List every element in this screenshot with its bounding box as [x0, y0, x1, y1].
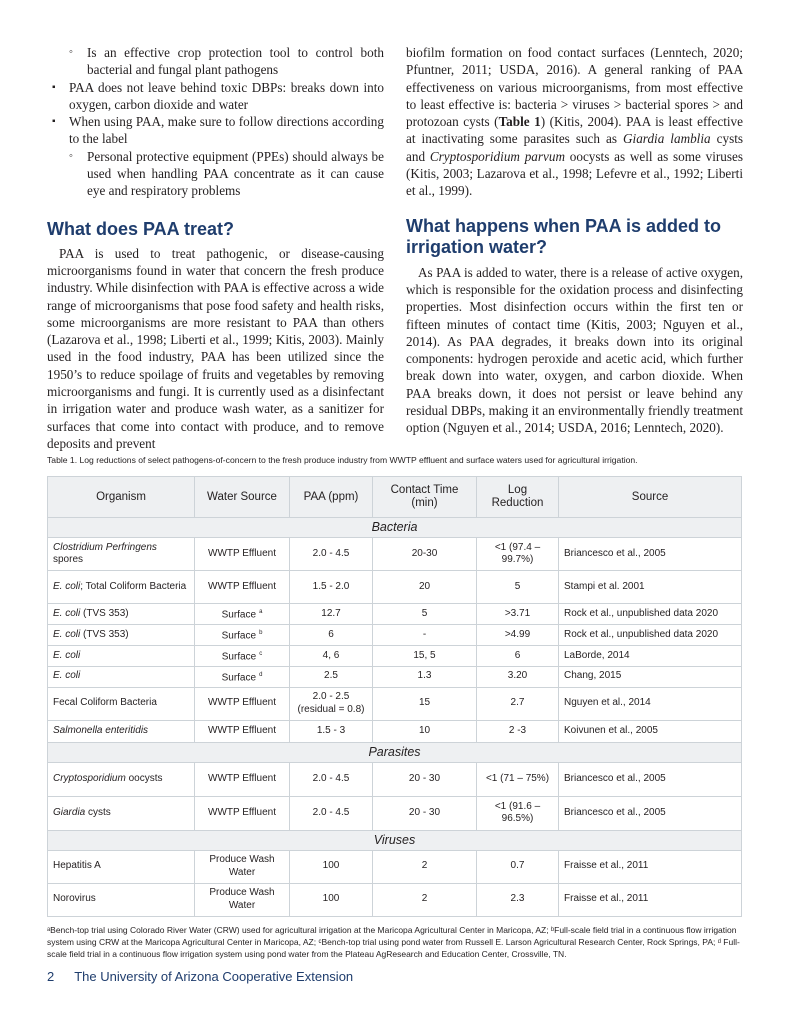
cell-log-reduction: 0.7: [477, 850, 559, 883]
table-body: [48, 518, 742, 917]
table-row: [48, 796, 742, 830]
section-title: Bacteria: [48, 518, 742, 538]
text-run: ) (Kitis, 2004). PAA is least effective at inactivating some parasites such as: [406, 114, 744, 147]
cell-paa: 12.7: [290, 604, 373, 625]
water-source-text: Produce Wash Water: [209, 854, 275, 878]
text-run: oocysts as well as some viruses (Kitis, 2003; Lazarova et al., 1998; Lefevre et al., 1992; Liberti et al., 1999).: [406, 148, 744, 199]
cell-water-source: [195, 666, 290, 687]
organism-italic: E. coli: [53, 649, 81, 661]
table-section-row: [48, 742, 742, 762]
table-reference: Table 1: [498, 114, 541, 130]
cell-log-reduction: 2.7: [477, 687, 559, 720]
cell-water-source: [195, 720, 290, 742]
water-source-text: WWTP Effluent: [208, 580, 276, 592]
cell-contact-time: 2: [373, 883, 477, 916]
cell-organism: [48, 571, 195, 604]
water-source-text: WWTP Effluent: [208, 724, 276, 736]
table-row: [48, 687, 742, 720]
cell-paa: 2.5: [290, 666, 373, 687]
cell-log-reduction: <1 (91.6 – 96.5%): [477, 796, 559, 830]
cell-paa: 2.0 - 4.5: [290, 796, 373, 830]
cell-contact-time: 5: [373, 604, 477, 625]
cell-water-source: [195, 604, 290, 625]
paragraph-biofilm: [406, 44, 743, 200]
cell-paa: 2.0 - 2.5 (residual = 0.8): [290, 687, 373, 720]
cell-source: Koivunen et al., 2005: [559, 720, 742, 742]
water-source-text: Surface: [221, 672, 257, 684]
cell-water-source: [195, 538, 290, 571]
organism-italic: Cryptosporidium: [53, 772, 126, 784]
water-source-text: Surface: [221, 630, 257, 642]
cell-contact-time: 20: [373, 571, 477, 604]
organism-italic: E. coli: [53, 607, 81, 619]
cell-source: Chang, 2015: [559, 666, 742, 687]
organism-text: (TVS 353): [80, 607, 129, 619]
bullet-follow-label-text: When using PAA, make sure to follow directions according to the label: [69, 114, 384, 147]
cell-water-source: [195, 687, 290, 720]
organism-text: Fecal Coliform Bacteria: [53, 697, 157, 709]
cell-contact-time: 20-30: [373, 538, 477, 571]
cell-organism: [48, 538, 195, 571]
cell-organism: [48, 666, 195, 687]
footnote-marker: a: [259, 609, 263, 616]
paragraph-paa-added: As PAA is added to water, there is a release of active oxygen, which is responsible for the oxidation process and disinfecting properties. Most disinfection occurs within the first ten or fifteen minutes of contact time (Kitis, 2003; Nguyen et al., 2014). As PAA degrades, it breaks down into its original components: hydrogen peroxide and acetic acid, which further break down into water, oxygen, and carbon dioxide. When PAA breaks down, it does not persist or leave behind any residual DBPs, making it an environmentally friendly treatment option (Nguyen et al., 2014; USDA, 2016; Lenntech, 2020).: [406, 264, 743, 436]
cell-log-reduction: 5: [477, 571, 559, 604]
sub-bullet-crop-protection: ◦ Is an effective crop protection tool to control both bacterial and fungal plant pathogens: [47, 44, 384, 79]
table-row: [48, 720, 742, 742]
cell-paa: 2.0 - 4.5: [290, 762, 373, 796]
organism-italic: E. coli: [53, 670, 81, 682]
cell-organism: [48, 646, 195, 667]
cell-contact-time: 20 - 30: [373, 762, 477, 796]
cell-organism: [48, 796, 195, 830]
table-row: [48, 883, 742, 916]
footnote-marker: d: [259, 671, 263, 678]
cell-contact-time: 15: [373, 687, 477, 720]
water-source-text: WWTP Effluent: [208, 697, 276, 709]
table-row: [48, 762, 742, 796]
organism-text: cysts: [85, 806, 111, 818]
bullet-list: [47, 79, 384, 200]
cell-source: Briancesco et al., 2005: [559, 796, 742, 830]
cell-log-reduction: 6: [477, 646, 559, 667]
right-column: [406, 44, 743, 437]
cell-contact-time: 20 - 30: [373, 796, 477, 830]
species-name: Giardia lamblia: [623, 131, 711, 147]
table-section-row: [48, 518, 742, 538]
water-source-text: Surface: [221, 609, 257, 621]
cell-source: Fraisse et al., 2011: [559, 883, 742, 916]
cell-log-reduction: >3.71: [477, 604, 559, 625]
organism-italic: E. coli: [53, 628, 81, 640]
cell-water-source: [195, 625, 290, 646]
cell-water-source: [195, 796, 290, 830]
table-row: [48, 850, 742, 883]
cell-organism: [48, 850, 195, 883]
cell-source: Briancesco et al., 2005: [559, 762, 742, 796]
cell-paa: 6: [290, 625, 373, 646]
table-section-row: [48, 830, 742, 850]
cell-paa: 1.5 - 2.0: [290, 571, 373, 604]
header-paa: PAA (ppm): [290, 477, 373, 518]
header-source: Source: [559, 477, 742, 518]
cell-contact-time: 1.3: [373, 666, 477, 687]
organism-italic: Salmonella enteritidis: [53, 724, 149, 736]
cell-paa: 100: [290, 883, 373, 916]
cell-log-reduction: <1 (97.4 – 99.7%): [477, 538, 559, 571]
organism-text: Hepatitis A: [53, 860, 101, 872]
table-header-row: [48, 477, 742, 518]
water-source-text: WWTP Effluent: [208, 547, 276, 559]
heading-what-happens: What happens when PAA is added to irrigation water?: [406, 215, 722, 257]
species-name: Cryptosporidium parvum: [429, 148, 565, 164]
sub-bullet-ppe: ◦ Personal protective equipment (PPEs) should always be used when handling PAA concentrate as it can cause eye and respiratory problems: [69, 148, 384, 200]
bullet-no-toxic-dbps: ▪ PAA does not leave behind toxic DBPs: breaks down into oxygen, carbon dioxide and water: [47, 79, 384, 114]
cell-organism: [48, 604, 195, 625]
cell-source: Briancesco et al., 2005: [559, 538, 742, 571]
cell-paa: 1.5 - 3: [290, 720, 373, 742]
table-row: [48, 646, 742, 667]
cell-log-reduction: 2 -3: [477, 720, 559, 742]
cell-source: Fraisse et al., 2011: [559, 850, 742, 883]
water-source-text: Surface: [221, 651, 257, 663]
table-row: [48, 666, 742, 687]
cell-water-source: [195, 571, 290, 604]
cell-water-source: [195, 762, 290, 796]
cell-organism: [48, 687, 195, 720]
footer-title: The University of Arizona Cooperative Extension: [74, 969, 354, 984]
cell-contact-time: 15, 5: [373, 646, 477, 667]
cell-source: LaBorde, 2014: [559, 646, 742, 667]
organism-italic: Giardia: [53, 806, 86, 818]
table-row: [48, 538, 742, 571]
page-footer: [47, 969, 353, 984]
table-row: [48, 604, 742, 625]
cell-contact-time: 2: [373, 850, 477, 883]
footnote-marker: c: [259, 651, 263, 657]
organism-text: spores: [53, 554, 84, 565]
organism-text: (TVS 353): [80, 628, 129, 640]
water-source-text: Produce Wash Water: [209, 887, 275, 911]
heading-what-does-paa-treat: What does PAA treat?: [47, 218, 235, 239]
header-organism: Organism: [48, 477, 195, 518]
cell-paa: 2.0 - 4.5: [290, 538, 373, 571]
cell-paa: 4, 6: [290, 646, 373, 667]
log-reduction-table: [47, 476, 742, 917]
cell-source: Stampi et al. 2001: [559, 571, 742, 604]
paragraph-paa-treat: PAA is used to treat pathogenic, or disease-causing microorganisms found in water that concern the fresh produce industry. While disinfection with PAA is effective across a wide range of microorganisms that pose food safety and health risks, some microorganisms are more resistant to PAA than others (Lazarova et al., 1998; Liberti et al., 1999; Kitis, 2003). Mainly used in the food industry, PAA has been utilized since the 1950’s to reduce spoilage of fruits and vegetables by removing microorganisms and fungi. It is currently used as a disinfectant in irrigation water and produce wash water, as a sanitizer for surfaces that come into contact with produce, and to remove deposits and prevent: [47, 245, 384, 451]
water-source-text: WWTP Effluent: [208, 806, 276, 818]
cell-log-reduction: 3.20: [477, 666, 559, 687]
cell-paa: 100: [290, 850, 373, 883]
cell-organism: [48, 883, 195, 916]
cell-log-reduction: <1 (71 – 75%): [477, 762, 559, 796]
cell-contact-time: 10: [373, 720, 477, 742]
table-row: [48, 571, 742, 604]
header-contact-time: Contact Time (min): [373, 477, 477, 518]
cell-source: Rock et al., unpublished data 2020: [559, 625, 742, 646]
section-title: Viruses: [48, 830, 742, 850]
organism-italic: E. coli: [53, 580, 81, 592]
organism-text: oocysts: [125, 772, 163, 784]
cell-organism: [48, 762, 195, 796]
nested-sub-bullet-list: [69, 148, 384, 200]
table-footnote: ᵃBench-top trial using Colorado River Water (CRW) used for agricultural irrigation at the Maricopa Agricultural Center in Maricopa, AZ; ᵇFull-scale field trial in a continuous flow irrigation system using CRW at the Maricopa Agricultural Center in Maricopa, AZ; ᶜBench-top trial using pond water from Russell E. Larson Agricultural Research Center, Rock Springs, PA; ᵈ Full-scale field trial in a continuous flow irrigation system using pond water from the Plateau AgResearch and Education Center, Crossville, TN.: [47, 925, 740, 959]
water-source-text: WWTP Effluent: [208, 772, 276, 784]
bullet-follow-label: [47, 113, 384, 199]
sub-bullet-list: [47, 44, 384, 79]
text-run: cysts and: [406, 131, 744, 164]
cell-water-source: [195, 850, 290, 883]
cell-log-reduction: >4.99: [477, 625, 559, 646]
table-row: [48, 625, 742, 646]
left-column: [47, 44, 384, 452]
table-caption: Table 1. Log reductions of select pathogens-of-concern to the fresh produce industry from WWTP effluent and surface waters used for agricultural irrigation.: [47, 455, 638, 465]
footnote-marker: b: [259, 630, 263, 637]
cell-source: Nguyen et al., 2014: [559, 687, 742, 720]
organism-text: Norovirus: [53, 893, 96, 905]
cell-source: Rock et al., unpublished data 2020: [559, 604, 742, 625]
organism-italic: Clostridium Perfringens: [53, 541, 157, 553]
cell-contact-time: -: [373, 625, 477, 646]
header-log-reduction: Log Reduction: [477, 477, 559, 518]
text-run: biofilm formation on food contact surfaces (Lenntech, 2020; Pfuntner, 2011; USDA, 2016). A general ranking of PAA effectiveness on various microorganisms, from most effective to least effective is: bacteria > viruses > bacterial spores > and protozoan cysts (: [406, 45, 743, 130]
cell-log-reduction: 2.3: [477, 883, 559, 916]
page-number: 2: [47, 969, 55, 984]
header-water-source: Water Source: [195, 477, 290, 518]
cell-organism: [48, 720, 195, 742]
cell-water-source: [195, 883, 290, 916]
cell-organism: [48, 625, 195, 646]
organism-text: ; Total Coliform Bacteria: [80, 580, 187, 592]
cell-water-source: [195, 646, 290, 667]
section-title: Parasites: [48, 742, 742, 762]
